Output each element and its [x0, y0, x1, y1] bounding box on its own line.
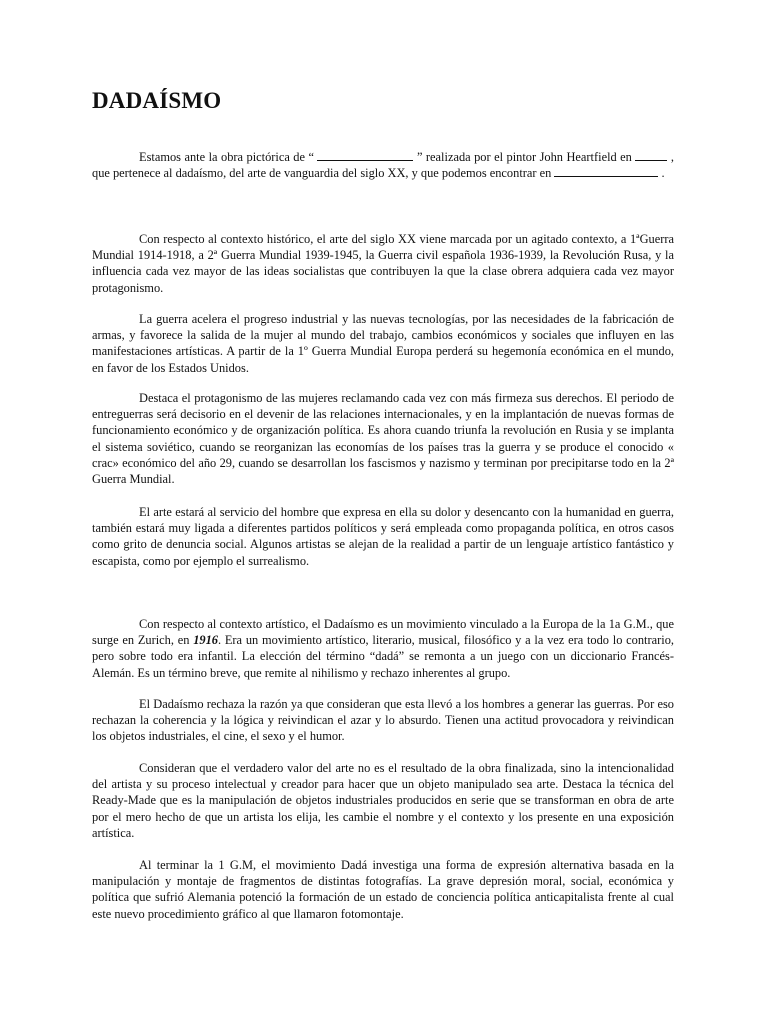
historical-context-paragraph-1 — [92, 231, 674, 296]
paragraph-text: Al terminar la 1 G.M, el movimiento Dadá investiga una forma de expresión alternativa basada en la manipulación y montaje de fragmentos de distintas fotografías. La grave depresión moral, social, económica y política que sufrió Alemania potenció la formación de un estado de conciencia política anticapitalista frente al cual este nuevo procedimiento gráfico al que llamaron fotomontaje. — [92, 858, 674, 921]
historical-context-paragraph-3 — [92, 390, 674, 487]
intro-text-3: , que pertenece al dadaísmo, del arte de vanguardia del siglo XX, y que podemos encontrar en — [92, 150, 674, 181]
intro-text-2: ” realizada por el pintor John Heartfield en — [416, 150, 632, 164]
historical-context-paragraph-4 — [92, 504, 674, 569]
paragraph-text: El Dadaísmo rechaza la razón ya que consideran que esta llevó a los hombres a generar las guerras. Por eso rechazan la coherencia y la lógica y reivindican el azar y lo absurdo. Tienen una actitud provocadora y reivindican los objetos industriales, el cine, el sexo y el humor. — [92, 697, 674, 744]
paragraph-text: Destaca el protagonismo de las mujeres reclamando cada vez con más firmeza sus derechos. El periodo de entreguerras será decisorio en el devenir de las relaciones internacionales, y en la implantación de nuevas formas de funcionamiento económico y de organización política. Es ahora cuando triunfa la revolución en Rusia y se implanta el sistema soviético, cuando se reorganizan las economías de los países tras la guerra y se produce el conocido « crac» económico del año 29, cuando se desarrollan los fascismos y nazismo y terminan por precipitarse todo en la 2ª Guerra Mundial. — [92, 391, 674, 487]
artistic-text-after-year: . Era un movimiento artístico, literario, musical, filosófico y a la vez era todo lo contrario, pero sobre todo era infantil. La elección del término “dadá” se remonta a un juego con un diccionario Francés-Alemán. Es un término breve, que remite al nihilismo y rechazo inherentes al grupo. — [92, 633, 674, 680]
artwork-title-blank — [317, 149, 413, 161]
location-blank — [554, 165, 658, 177]
document-title: DADAÍSMO — [92, 88, 222, 113]
paragraph-text: La guerra acelera el progreso industrial y las nuevas tecnologías, por las necesidades de la fabricación de armas, y favorece la salida de la mujer al mundo del trabajo, cambios económicos y sociales que influyen en las manifestaciones artísticas. A partir de la 1º Guerra Mundial Europa perderá su hegemonía económica en el mundo, en favor de los Estados Unidos. — [92, 312, 674, 375]
artistic-context-paragraph-3 — [92, 760, 674, 841]
intro-section — [92, 149, 674, 181]
historical-context-paragraph-2 — [92, 311, 674, 376]
paragraph-text: Consideran que el verdadero valor del arte no es el resultado de la obra finalizada, sino la intencionalidad del artista y su proceso intelectual y creador para hacer que un objeto manipulado sea arte. Destaca la técnica del Ready-Made que es la manipulación de objetos industriales producidos en serie que se transforman en obra de arte por el mero hecho de que un artista los elija, les cambie el nombre y el contexto y los presente en una exposición artística. — [92, 761, 674, 840]
paragraph-text: El arte estará al servicio del hombre que expresa en ella su dolor y desencanto con la humanidad en guerra, también estará muy ligada a diferentes partidos políticos y será empleada como propaganda política, en otros casos como grito de denuncia social. Algunos artistas se alejan de la realidad a partir de un lenguaje artístico fantástico y escapista, como por ejemplo el surrealismo. — [92, 505, 674, 568]
intro-text-4: . — [661, 166, 665, 181]
founding-year: 1916 — [193, 633, 218, 648]
year-blank — [635, 149, 667, 161]
paragraph-text — [92, 616, 674, 681]
artistic-context-paragraph-1 — [92, 616, 674, 681]
paragraph-text: Con respecto al contexto histórico, el arte del siglo XX viene marcada por un agitado contexto, a 1ªGuerra Mundial 1914-1918, a 2ª Guerra Mundial 1939-1945, la Guerra civil española 1936-1939, la Revolución Rusa, y la influencia cada vez mayor de las ideas socialistas que contribuyen la que la clase obrera adquiera cada vez mayor protagonismo. — [92, 232, 674, 295]
intro-text-1: Estamos ante la obra pictórica de “ — [139, 150, 314, 164]
intro-paragraph — [92, 149, 674, 181]
artistic-context-paragraph-2 — [92, 696, 674, 745]
artistic-context-paragraph-4 — [92, 857, 674, 922]
artistic-text-before-year: Con respecto al contexto artístico, el Dadaísmo es un movimiento vinculado a la Europa de la 1a G.M., que surge en Zurich, en — [92, 617, 674, 648]
